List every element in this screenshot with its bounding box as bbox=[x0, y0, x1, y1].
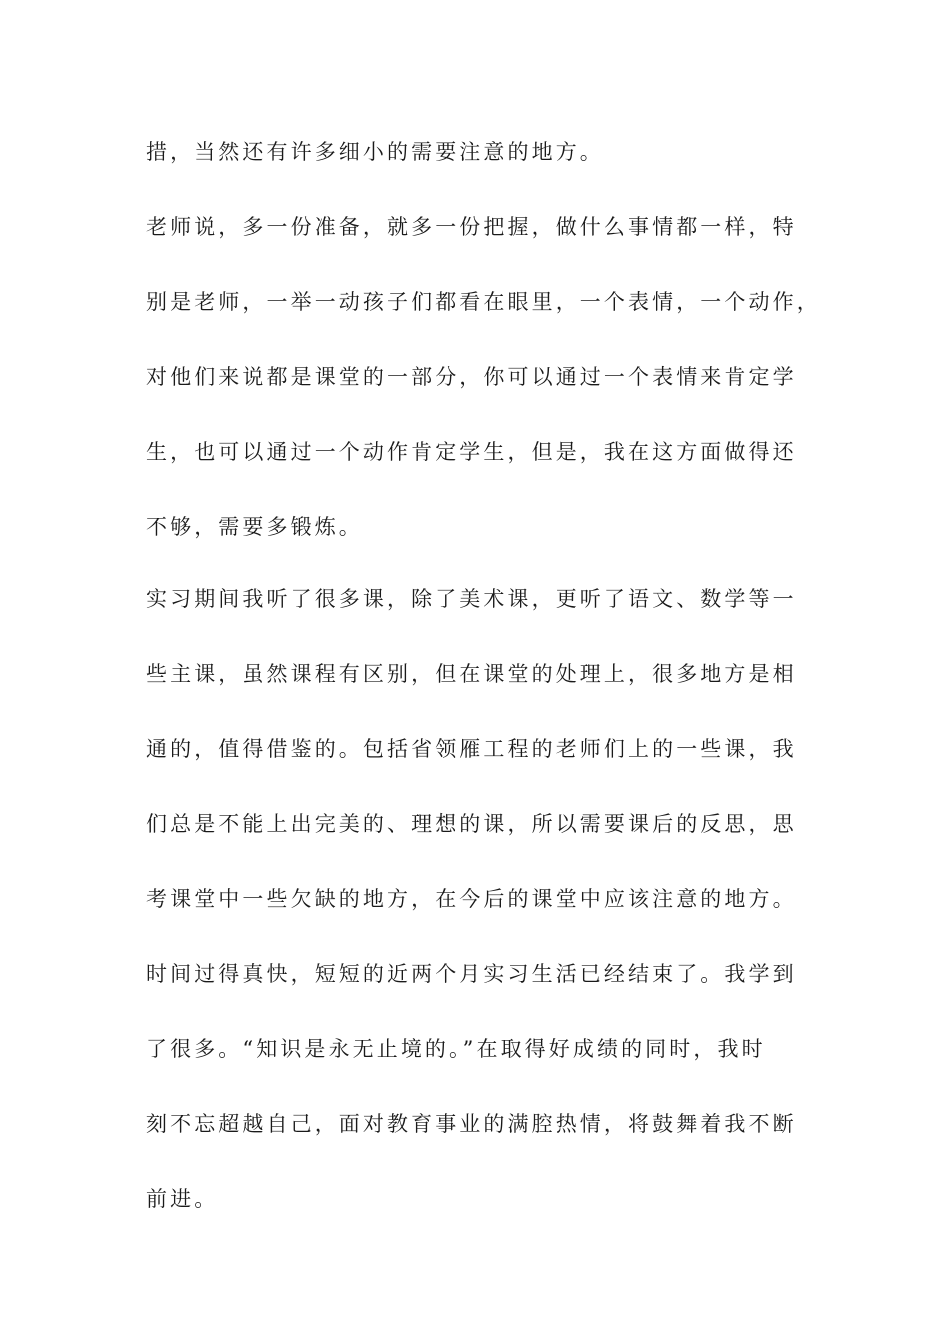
text-line: 对他们来说都是课堂的一部分，你可以通过一个表情来肯定学 bbox=[146, 365, 797, 389]
text-line: 老师说，多一份准备，就多一份把握，做什么事情都一样，特 bbox=[146, 215, 797, 239]
text-line: 些主课，虽然课程有区别，但在课堂的处理上，很多地方是相 bbox=[146, 662, 797, 686]
text-line: 前进。 bbox=[146, 1187, 219, 1211]
text-line: 考课堂中一些欠缺的地方，在今后的课堂中应该注意的地方。 bbox=[146, 887, 797, 911]
text-line: 实习期间我听了很多课，除了美术课，更听了语文、数学等一 bbox=[146, 587, 797, 611]
text-line: 不够，需要多锻炼。 bbox=[146, 515, 363, 539]
text-line: 了很多。“知识是永无止境的。”在取得好成绩的同时，我时 bbox=[146, 1037, 766, 1061]
text-line: 别是老师，一举一动孩子们都看在眼里，一个表情，一个动作， bbox=[146, 290, 821, 314]
text-line: 生，也可以通过一个动作肯定学生，但是，我在这方面做得还 bbox=[146, 440, 797, 464]
text-line: 措，当然还有许多细小的需要注意的地方。 bbox=[146, 140, 604, 164]
text-line: 时间过得真快，短短的近两个月实习生活已经结束了。我学到 bbox=[146, 962, 797, 986]
text-line: 刻不忘超越自己，面对教育事业的满腔热情，将鼓舞着我不断 bbox=[146, 1112, 797, 1136]
text-line: 通的，值得借鉴的。包括省领雁工程的老师们上的一些课，我 bbox=[146, 737, 797, 761]
text-line: 们总是不能上出完美的、理想的课，所以需要课后的反思，思 bbox=[146, 812, 797, 836]
